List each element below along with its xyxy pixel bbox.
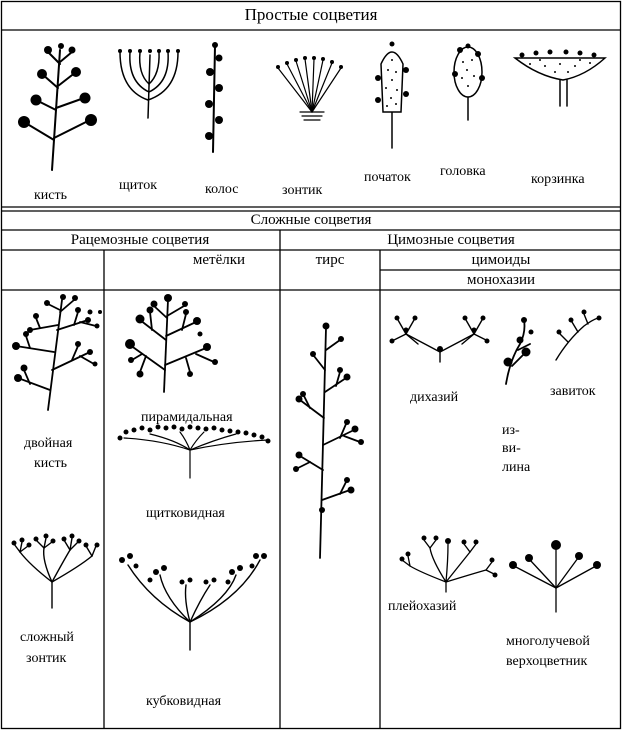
cincinnus-drawing <box>556 314 598 360</box>
label-raceme: кисть <box>34 188 68 203</box>
label-compound-umbel-line2: зонтик <box>26 651 67 666</box>
panicles-header: метёлки <box>192 252 246 268</box>
label-umbel: зонтик <box>282 183 323 198</box>
compound-umbel-drawing <box>14 538 96 608</box>
thyrse-header: тирс <box>315 252 345 268</box>
label-bostryx-line2: ви- <box>502 441 521 456</box>
label-corymb: щиток <box>119 178 158 193</box>
label-basket: корзинка <box>531 172 585 187</box>
monochasia-header: монохазии <box>466 272 536 288</box>
label-corymbose: щитковидная <box>146 506 225 521</box>
corymbose-panicle-drawing <box>124 432 268 478</box>
label-cup-shaped: кубковидная <box>146 694 222 709</box>
pyramidal-panicle-drawing <box>130 300 214 392</box>
racemose-header: Рацемозные соцветия <box>70 232 210 248</box>
label-capitulum: головка <box>440 164 486 179</box>
double-raceme-drawing <box>16 300 96 410</box>
label-dichasium: дихазий <box>410 390 459 405</box>
label-spadix: початок <box>364 170 411 185</box>
label-bostryx-line3: лина <box>502 460 531 475</box>
label-double-raceme-line2: кисть <box>34 456 68 471</box>
label-multi-ray-line2: верхоцветник <box>506 654 588 669</box>
complex-header: Сложные соцветия <box>250 212 372 228</box>
label-double-raceme-line1: двойная <box>24 436 73 451</box>
label-pyramidal: пирамидальная <box>141 410 233 425</box>
label-multi-ray-line1: многолучевой <box>506 634 590 649</box>
cymoids-header: цимоиды <box>471 252 531 268</box>
simple-header: Простые соцветия <box>244 5 378 24</box>
label-cincinnus: завиток <box>550 384 596 399</box>
thyrse-drawing <box>298 328 360 558</box>
cup-panicle-drawing <box>128 560 260 650</box>
label-spike: колос <box>205 182 239 197</box>
cymose-header: Цимозные соцветия <box>387 232 515 248</box>
label-pleiochasium: плейохазий <box>388 599 457 614</box>
pleiochasium-drawing <box>402 540 494 592</box>
label-compound-umbel-line1: сложный <box>20 630 74 645</box>
label-bostryx-line1: из- <box>502 423 520 438</box>
dichasium-drawing <box>394 320 486 362</box>
